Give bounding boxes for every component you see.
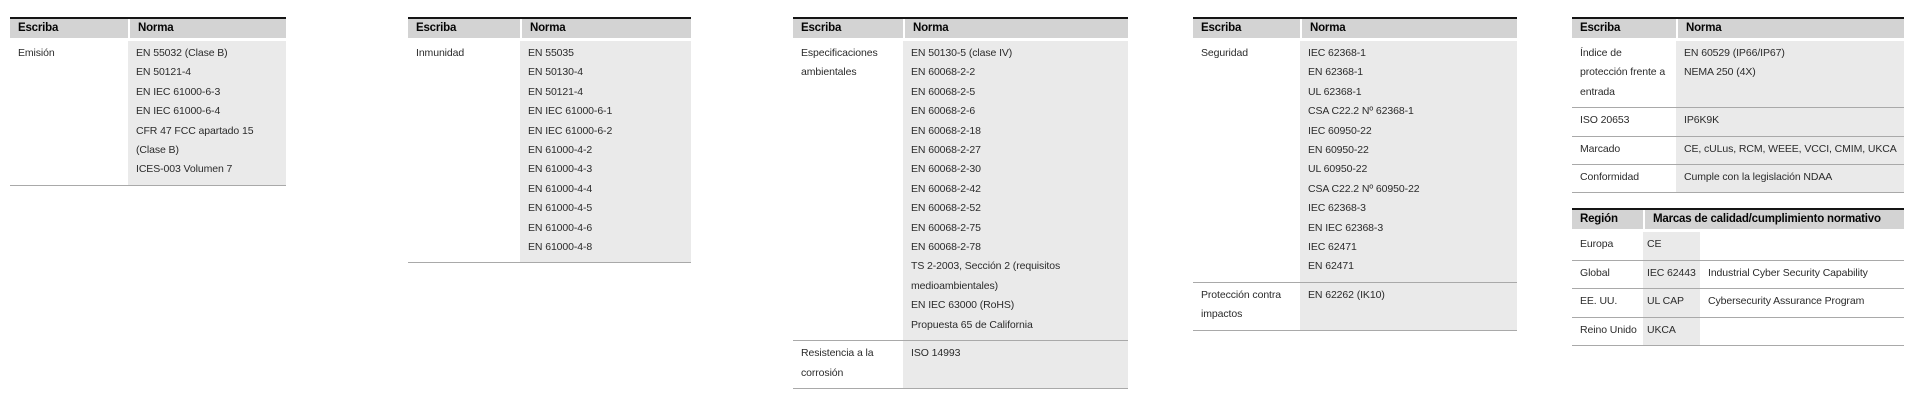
table-row <box>10 41 286 185</box>
norma-value: EN IEC 61000-6-1 <box>528 105 613 118</box>
norma-value: Cumple con la legislación NDAA <box>1684 171 1833 184</box>
table-header-row <box>1572 19 1904 38</box>
norma-value: IEC 62368-1 <box>1308 47 1366 59</box>
row-label: Emisión <box>10 41 128 185</box>
ingress-protection-table <box>1572 17 1904 193</box>
norma-value: EN 60068-2-42 <box>911 182 981 195</box>
column-header-region: Región <box>1580 213 1618 226</box>
column-header-norma: Norma <box>128 19 286 38</box>
norma-value: ISO 14993 <box>911 347 961 360</box>
table-row <box>408 41 691 262</box>
table-body <box>1572 232 1904 346</box>
norma-value: EN 50121-4 <box>136 66 192 79</box>
norma-value: EN IEC 61000-6-4 <box>136 105 221 118</box>
norma-value: EN IEC 61000-6-3 <box>136 85 221 98</box>
norma-value: EN 61000-4-5 <box>528 202 593 215</box>
region-label: EE. UU. <box>1572 289 1643 316</box>
norma-value: IEC 60950-22 <box>1308 124 1372 137</box>
column-header-norma: Norma <box>1300 19 1517 38</box>
norma-value: EN 61000-4-4 <box>528 182 593 195</box>
column-header-norma: Norma <box>903 19 1128 38</box>
table-row <box>793 340 1128 388</box>
row-values <box>903 41 1128 340</box>
table-body <box>1572 41 1904 193</box>
norma-value: EN 61000-4-3 <box>528 163 593 176</box>
row-values <box>1676 165 1904 192</box>
norma-value: NEMA 250 (4X) <box>1684 66 1756 79</box>
norma-value: EN 60950-22 <box>1308 144 1369 157</box>
norma-value: ICES-003 Volumen 7 <box>136 163 233 176</box>
table-body <box>793 41 1128 389</box>
quality-mark: UL CAP <box>1643 289 1700 316</box>
table-row <box>793 41 1128 340</box>
norma-value: UL 60950-22 <box>1308 163 1368 176</box>
mark-description: Industrial Cyber Security Capability <box>1700 261 1904 288</box>
norma-value: EN 50130-5 (clase IV) <box>911 47 1013 59</box>
table-column-3 <box>793 17 1128 404</box>
emission-standards-table <box>10 17 286 186</box>
norma-value: CFR 47 FCC apartado 15 (Clase B) <box>136 124 254 157</box>
table-body <box>1193 41 1517 331</box>
safety-standards-table <box>1193 17 1517 331</box>
norma-value: EN 60068-2-2 <box>911 66 976 79</box>
region-label: Global <box>1572 261 1643 288</box>
table-column-4 <box>1193 17 1517 346</box>
column-header-escriba: Escriba <box>1201 22 1242 34</box>
norma-value: EN 60068-2-52 <box>911 202 981 215</box>
norma-value: TS 2-2003, Sección 2 (requisitos medioambientales) <box>911 260 1061 292</box>
region-label: Reino Unido <box>1572 318 1643 345</box>
row-values <box>1300 283 1517 330</box>
row-label: Marcado <box>1572 137 1676 164</box>
norma-value: EN 61000-4-6 <box>528 221 593 234</box>
norma-value: EN 60068-2-30 <box>911 163 981 176</box>
table-row <box>1572 232 1904 259</box>
norma-value: CSA C22.2 Nº 62368-1 <box>1308 105 1414 118</box>
table-header-row <box>408 19 691 38</box>
row-label: ISO 20653 <box>1572 108 1676 135</box>
mark-description <box>1700 318 1904 345</box>
table-header-row <box>1193 19 1517 38</box>
norma-value: IP6K9K <box>1684 114 1720 127</box>
norma-value: EN 62368-1 <box>1308 66 1364 79</box>
table-column-1 <box>10 17 286 201</box>
norma-value: EN 60068-2-27 <box>911 144 981 157</box>
norma-value: EN 61000-4-8 <box>528 241 593 254</box>
norma-value: EN IEC 62368-3 <box>1308 221 1384 234</box>
norma-value: EN 60529 (IP66/IP67) <box>1684 47 1785 59</box>
column-header-escriba: Escriba <box>18 22 59 34</box>
norma-value: UL 62368-1 <box>1308 85 1362 98</box>
row-label: Especificaciones ambientales <box>793 41 903 340</box>
row-label: Inmunidad <box>408 41 520 262</box>
row-values <box>128 41 286 185</box>
norma-value: EN IEC 63000 (RoHS) <box>911 299 1015 312</box>
norma-value: EN 55035 <box>528 47 574 59</box>
row-label: Protección contra impactos <box>1193 283 1300 330</box>
column-header-marcas: Marcas de calidad/cumplimiento normativo <box>1643 210 1904 229</box>
norma-value: EN 61000-4-2 <box>528 144 593 157</box>
norma-value: EN 55032 (Clase B) <box>136 47 228 59</box>
norma-value: CE, cULus, RCM, WEEE, VCCI, CMIM, UKCA <box>1684 142 1897 155</box>
norma-value: Propuesta 65 de California <box>911 318 1033 331</box>
row-label: Conformidad <box>1572 165 1676 192</box>
table-header-row <box>10 19 286 38</box>
mark-description <box>1700 232 1904 259</box>
region-quality-marks-table <box>1572 208 1904 346</box>
row-values <box>1676 108 1904 135</box>
norma-value: EN 60068-2-75 <box>911 221 981 234</box>
row-label: Resistencia a la corrosión <box>793 341 903 388</box>
column-header-escriba: Escriba <box>1580 22 1621 34</box>
table-row <box>1572 317 1904 345</box>
norma-value: EN 60068-2-5 <box>911 85 976 98</box>
table-column-2 <box>408 17 691 278</box>
table-row <box>1572 136 1904 164</box>
mark-description: Cybersecurity Assurance Program <box>1700 289 1904 316</box>
table-row <box>1193 282 1517 330</box>
row-values <box>1676 137 1904 164</box>
norma-value: CSA C22.2 Nº 60950-22 <box>1308 182 1420 195</box>
row-label: Índice de protección frente a entrada <box>1572 41 1676 107</box>
row-values <box>1676 41 1904 107</box>
table-row <box>1572 107 1904 135</box>
norma-value: EN 50121-4 <box>528 85 584 98</box>
table-header-row <box>793 19 1128 38</box>
column-header-escriba: Escriba <box>801 22 842 34</box>
row-values <box>1300 41 1517 282</box>
table-header-row <box>1572 210 1904 229</box>
quality-mark: CE <box>1643 232 1700 259</box>
column-header-norma: Norma <box>520 19 691 38</box>
table-row <box>1572 164 1904 192</box>
norma-value: EN 62471 <box>1308 260 1354 273</box>
quality-mark: IEC 62443 <box>1643 261 1700 288</box>
quality-mark: UKCA <box>1643 318 1700 345</box>
environmental-standards-table <box>793 17 1128 389</box>
norma-value: EN IEC 61000-6-2 <box>528 124 613 137</box>
column-header-escriba: Escriba <box>416 22 457 34</box>
norma-value: EN 60068-2-6 <box>911 105 976 118</box>
table-row <box>1572 41 1904 107</box>
table-row <box>1193 41 1517 282</box>
table-column-5 <box>1572 17 1904 361</box>
table-row <box>1572 288 1904 316</box>
row-values <box>903 341 1128 388</box>
table-body <box>10 41 286 186</box>
row-values <box>520 41 691 262</box>
norma-value: EN 50130-4 <box>528 66 584 79</box>
norma-value: IEC 62368-3 <box>1308 202 1366 215</box>
norma-value: EN 62262 (IK10) <box>1308 288 1385 301</box>
column-header-norma: Norma <box>1676 19 1904 38</box>
norma-value: IEC 62471 <box>1308 241 1357 254</box>
immunity-standards-table <box>408 17 691 263</box>
row-label: Seguridad <box>1193 41 1300 282</box>
norma-value: EN 60068-2-78 <box>911 241 981 254</box>
region-label: Europa <box>1572 232 1643 259</box>
norma-value: EN 60068-2-18 <box>911 124 981 137</box>
table-body <box>408 41 691 263</box>
table-row <box>1572 260 1904 288</box>
